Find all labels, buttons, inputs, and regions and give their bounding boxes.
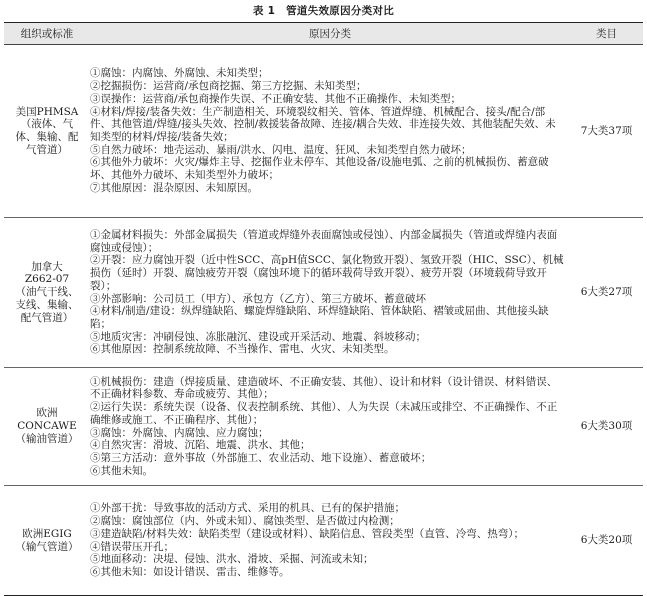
cause-item: ③建造缺陷/材料失效：缺陷类型（建设或材料）、缺陷信息、管段类型（直管、冷弯、热弯）； [90, 527, 525, 540]
table-row [4, 45, 643, 218]
standard-line: CONCAWE [17, 420, 77, 433]
cause-item: ①腐蚀：内腐蚀、外腐蚀、未知类型； [90, 67, 269, 80]
table-header-row [4, 23, 643, 45]
cause-item: ④材料/焊接/装备失效：生产制造相关、环境裂纹相关、管体、管道焊缝、机械配合、接头/配合/部件、其他管道/焊缝/接头失效、控制/救援装备故障、连接/耦合失效、非连接失效、其他装配失效、未知类型的材料/焊接/装备失效； [90, 105, 556, 143]
cause-item: ②挖掘损伤：运营商/承包商挖掘、第三方挖掘、未知类型； [90, 80, 367, 93]
cause-item: ④材料/制造/建设：纵焊缝缺陷、螺旋焊缝缺陷、环焊缝缺陷、管体缺陷、褶皱或屈曲、其他接头缺陷； [90, 305, 549, 330]
cause-item: ⑤地面移动：决堤、侵蚀、洪水、滑坡、采掘、河流或未知； [90, 553, 374, 566]
standard-cell [4, 45, 90, 218]
standard-line: （液体、气 [20, 118, 74, 131]
standard-line: 美国PHMSA [15, 105, 79, 118]
cause-item: ⑤第三方活动：意外事故（外部施工、农业活动、地下设施）、蓄意破坏； [90, 451, 432, 464]
standard-line: （油气干线、 [15, 286, 79, 299]
cause-item: ④自然灾害：滑坡、沉陷、地震、洪水、其他； [90, 439, 311, 452]
standard-cell [4, 218, 90, 368]
cause-item: ③腐蚀：外腐蚀、内腐蚀、应力腐蚀； [90, 426, 269, 439]
cause-item: ⑦其他原因：混杂原因、未知原因。 [90, 181, 258, 194]
cause-item: ⑤地质灾害：冲刷侵蚀、冻胀融沉、建设或开采活动、地震、斜坡移动； [90, 330, 426, 343]
cause-item: ③外部影响：公司员工（甲方）、承包方（乙方）、第三方破坏、蓄意破坏 [90, 292, 426, 305]
standard-line: 欧洲EGIG [22, 527, 72, 540]
causes-cell [90, 218, 570, 368]
standard-line: 加拿大 [31, 260, 63, 273]
standard-line: Z662-07 [24, 273, 70, 286]
cause-comparison-table [4, 22, 643, 596]
standard-line: 配气管道） [20, 311, 74, 324]
cause-item: ①金属材料损失：外部金属损失（管道或焊缝外表面腐蚀或侵蚀）、内部金属损失（管道或焊缝内表面腐蚀或侵蚀）； [90, 228, 558, 254]
cause-item: ①外部干扰：导致事故的活动方式、采用的机具、已有的保护措施； [90, 502, 405, 515]
header-causes: 原因分类 [309, 28, 351, 40]
cause-item: ⑤自然力破坏：地壳运动、暴雨/洪水、闪电、温度、狂风、未知类型自然力破坏； [90, 143, 472, 156]
standard-line: 支线、集输、 [15, 298, 79, 311]
header-standard: 组织或标准 [20, 28, 74, 40]
causes-cell [90, 45, 570, 218]
standard-line: （输气管道） [15, 540, 79, 553]
standard-line: 欧洲 [36, 407, 58, 420]
standard-cell [4, 368, 90, 486]
cause-item: ②腐蚀：腐蚀部位（内、外或未知）、腐蚀类型、是否做过内检测； [90, 515, 400, 528]
standard-cell [4, 486, 90, 596]
cause-item: ⑥其他未知：如设计错误、雷击、维修等。 [90, 565, 290, 578]
cause-item: ⑥其他外力破坏：火灾/爆炸主导、挖掘作业未停车、其他设备/设施电弧、之前的机械损伤、蓄意破坏、其他外力破坏、未知类型外力破坏； [90, 156, 549, 182]
count-cell: 6大类27项 [580, 286, 633, 299]
causes-cell [90, 486, 570, 596]
table-row [4, 486, 643, 596]
standard-line: （输油管道） [15, 432, 79, 445]
standard-line: 体、集输、配 [15, 131, 79, 143]
cause-item: ④错误带压开孔； [90, 540, 174, 553]
table-row [4, 368, 643, 486]
standard-line: 气管道） [26, 143, 68, 156]
cause-item: ⑥其他原因：控制系统故障、不当操作、雷电、火灾、未知类型。 [90, 343, 395, 356]
table-row [4, 218, 643, 368]
cause-item: ③误操作：运营商/承包商操作失误、不正确安装、其他不正确操作、未知类型； [90, 92, 462, 105]
cause-item: ②开裂：应力腐蚀开裂（近中性SCC、高pH值SCC、氯化物致开裂）、氢致开裂（HIC、SSC）、机械损伤（延时）开裂、腐蚀疲劳开裂（腐蚀环境下的循环载荷导致开裂）、疲劳开裂（环境载荷导致开裂）； [90, 254, 564, 292]
cause-item: ②运行失误：系统失误（设备、仪表控制系统、其他）、人为失误（未减压或排空、不正确操作、不正确维修或施工、不正确程序、其他）； [90, 401, 558, 426]
count-cell: 6大类30项 [580, 420, 633, 433]
header-count: 类目 [596, 28, 617, 40]
cause-item: ⑥其他未知。 [90, 464, 153, 477]
count-cell: 7大类37项 [580, 124, 633, 137]
count-cell: 6大类20项 [580, 534, 633, 547]
causes-cell [90, 368, 570, 486]
table-title: 表 1 管道失效原因分类对比 [252, 5, 395, 17]
cause-item: ①机械损伤：建造（焊接质量、建造破坏、不正确安装、其他）、设计和材料（设计错误、材料错误、不正确材料参数、寿命或疲劳、其他）； [90, 375, 558, 401]
